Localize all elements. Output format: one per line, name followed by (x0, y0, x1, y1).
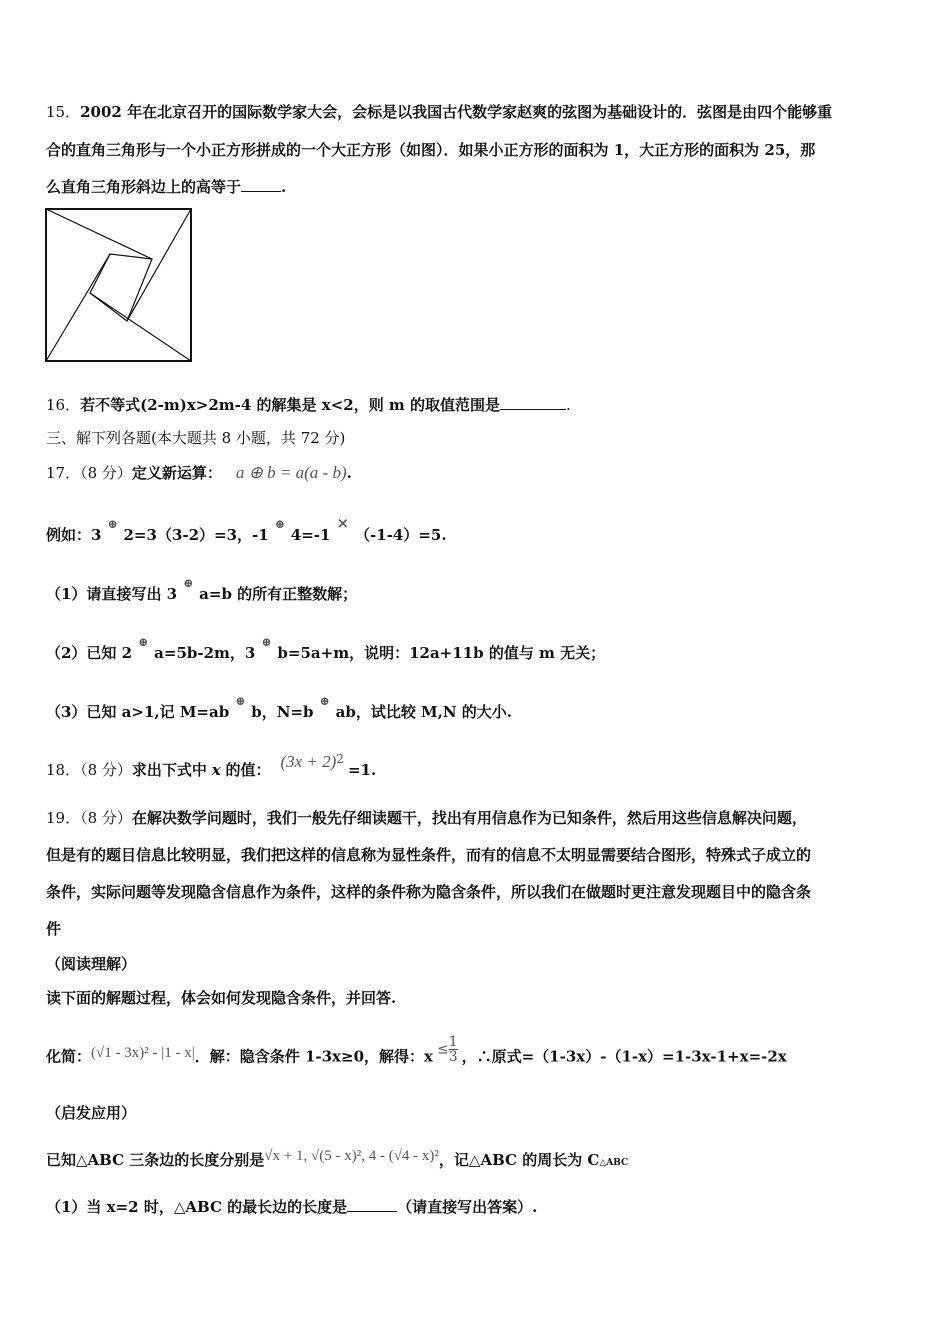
q19-line3: 条件，实际问题等发现隐含信息作为条件，这样的条件称为隐含条件，所以我们在做题时更注意发现题目中的隐含条 (46, 883, 812, 901)
q17-example: 例如：3⊕2=3（3-2）=3，-1⊕4=-1×（-1-4）=5. (46, 514, 447, 544)
apply-title: （启发应用） (46, 1104, 137, 1122)
reading-text: 读下面的解题过程，体会如何发现隐含条件，并回答. (46, 989, 397, 1007)
q15-line2: 合的直角三角形与一个小正方形拼成的一个大正方形（如图）．如果小正方形的面积为 1，大正方形的面积为 25，那 (46, 141, 816, 159)
zhao-shuang-diagram (45, 208, 193, 364)
q19-line2: 但是有的题目信息比较明显，我们把这样的信息称为显性条件，而有的信息不太明显需要结合图形，特殊式子成立的 (46, 846, 812, 864)
q18: 18．（8 分）求出下式中 x 的值： $(3x + 2)^2=1$. (46, 752, 377, 779)
q16: 16．若不等式(2-m)x>2m-4 的解集是 x<2，则 m 的取值范围是 . (46, 396, 571, 414)
q19-line4: 件 (46, 920, 62, 938)
q19-line1: 19．（8 分）在解决数学问题时，我们一般先仔细读题干，找出有用信息作为已知条件，然后用这些信息解决问题， (46, 809, 807, 827)
q17-part1: （1）请直接写出 3⊕a=b 的所有正整数解； (46, 576, 358, 603)
section3-heading: 三、解下列各题(本大题共 8 小题，共 72 分) (46, 429, 346, 447)
apply-part1: （1）当 x=2 时，△ABC 的最长边的长度是 （请直接写出答案）. (46, 1198, 538, 1216)
reading-title: （阅读理解） (46, 955, 137, 973)
q17-stem: 17．（8 分）定义新运算： a ⊕ b = a(a - b). (46, 463, 352, 482)
q15-line1: 15．2002 年在北京召开的国际数学家大会，会标是以我国古代数学家赵爽的弦图为基础设计的．弦图是由四个能够重 (46, 103, 833, 121)
q17-part3: （3）已知 a>1,记 M=ab⊕b，N=b⊕ab，试比较 M,N 的大小. (46, 694, 513, 721)
q15-line3: 么直角三角形斜边上的高等于 . (46, 178, 287, 196)
simplify-example: 化简：(√1 - 3x)² - |1 - x|．解：隐含条件 1-3x≥0，解得：x ≤ $\frac{1}{3}$ ，∴原式=（1-3x）-（1-x）=1-3x-1+x=-2x (46, 1034, 787, 1066)
apply-text: 已知△ABC 三条边的长度分别是√x + 1, √(5 - x)², 4 - (√4 - x)²，记△ABC 的周长为 C△ABC (46, 1148, 629, 1169)
q17-part2: （2）已知 2⊕a=5b-2m，3⊕b=5a+m，说明：12a+11b 的值与 m 无关； (46, 635, 606, 662)
